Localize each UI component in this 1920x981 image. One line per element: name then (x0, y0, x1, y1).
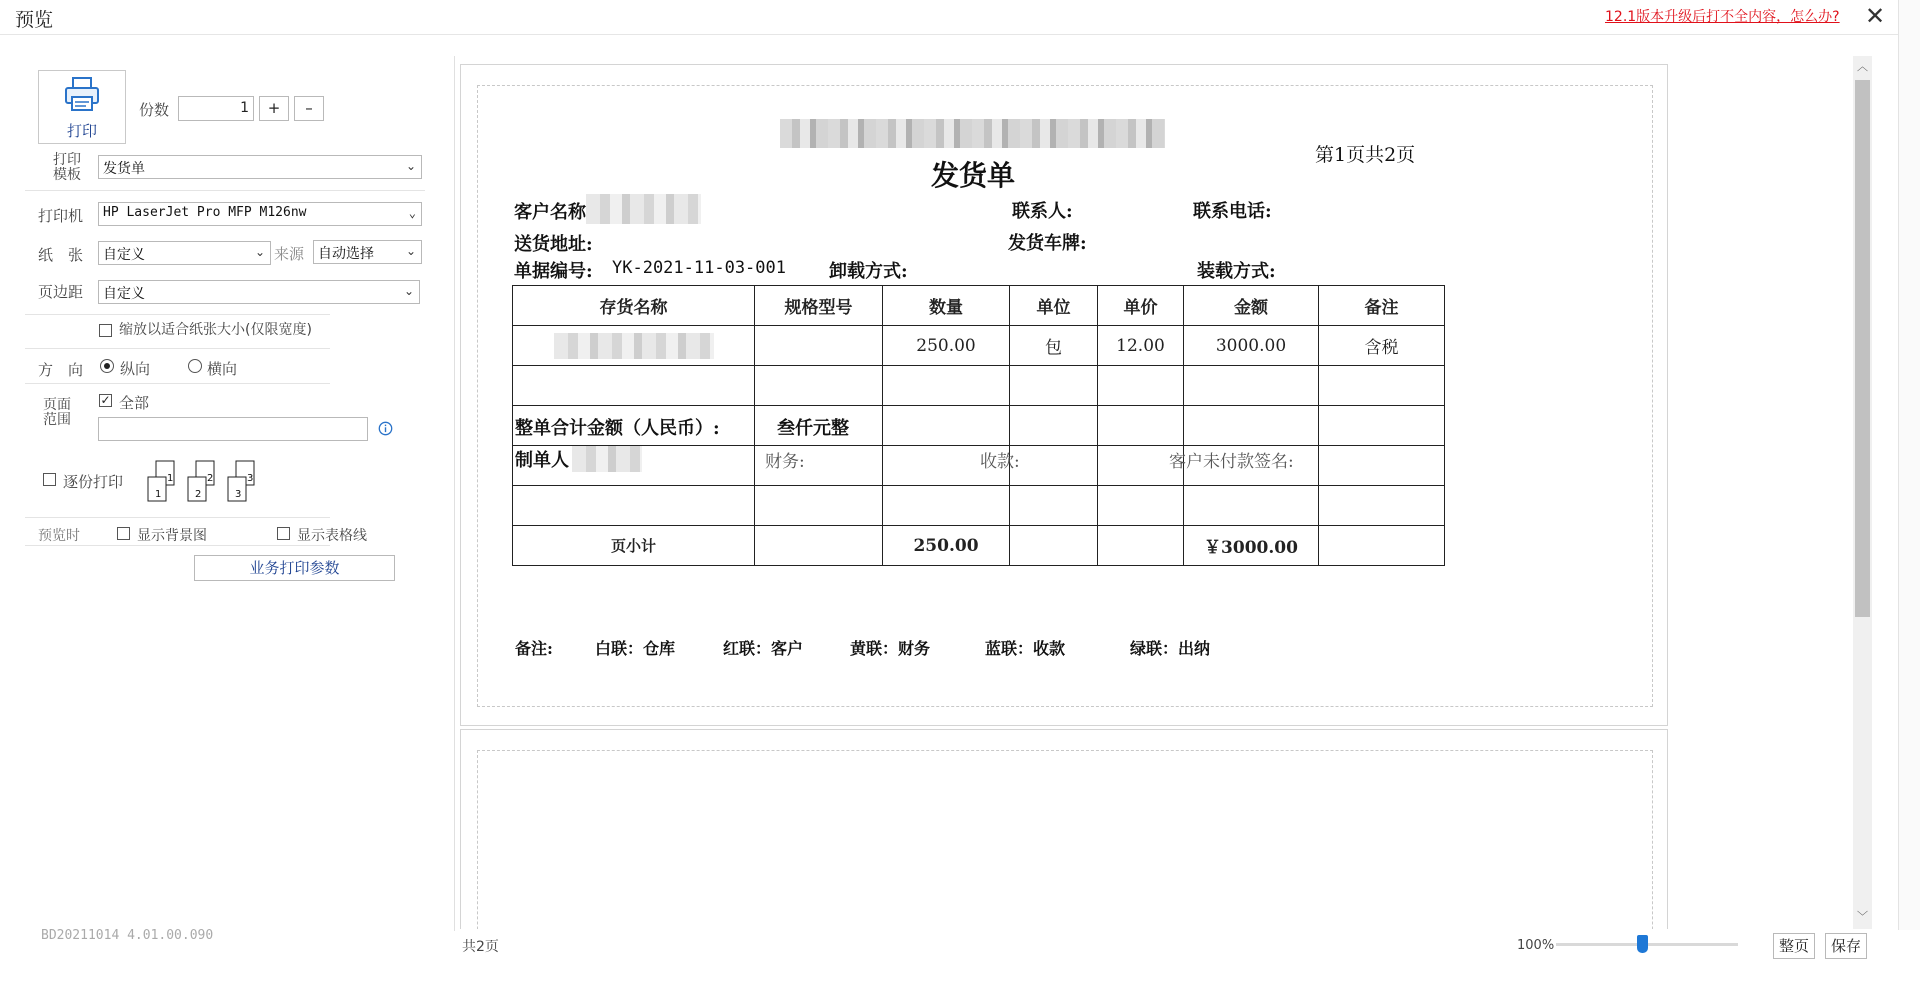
title-bar (0, 0, 1920, 35)
amount-cell: 3000.00 (1184, 326, 1319, 366)
copies-plus-button[interactable]: + (259, 96, 289, 121)
table-cell (755, 526, 883, 566)
collate-num: 2 (195, 489, 202, 500)
header-cell: 单位 (1010, 286, 1098, 326)
source-select-value: 自动选择 (318, 246, 374, 262)
subtotal-qty: 250.00 (883, 526, 1010, 566)
phone-label: 联系电话: (1193, 201, 1272, 222)
table-cell (1319, 446, 1445, 486)
table-row (513, 446, 1445, 486)
zoom-level: 100% (1517, 938, 1555, 953)
total-amount-value: 叁仟元整 (777, 418, 849, 439)
zoom-slider-handle[interactable] (1637, 935, 1648, 953)
source-label: 来源 (274, 245, 305, 263)
footer-white-copy: 白联：仓库 (595, 639, 676, 658)
collate-pages-icon (146, 459, 262, 509)
copies-input[interactable]: 1 (178, 96, 254, 121)
divider (25, 383, 330, 384)
divider (25, 314, 330, 315)
chevron-down-icon: ⌄ (405, 159, 416, 173)
scale-fit-label: 缩放以适合纸张大小(仅限宽度) (119, 322, 312, 338)
collate-checkbox[interactable] (43, 473, 56, 486)
show-gridlines-label: 显示表格线 (297, 528, 367, 544)
margin-select-value: 自定义 (103, 286, 145, 302)
table-cell (1010, 366, 1098, 406)
table-cell (513, 486, 755, 526)
finance-label: 财务: (765, 452, 805, 472)
close-icon[interactable]: ✕ (1864, 2, 1886, 30)
table-row (513, 486, 1445, 526)
header-cell: 单价 (1098, 286, 1184, 326)
portrait-label: 纵向 (120, 360, 151, 378)
table-cell (1010, 486, 1098, 526)
table-cell (1098, 526, 1184, 566)
customer-name-label: 客户名称 (514, 202, 586, 223)
copies-minus-button[interactable]: – (294, 96, 324, 121)
total-amount-label: 整单合计金额（人民币）: (515, 414, 720, 440)
header-cell: 金额 (1184, 286, 1319, 326)
footer-blue-copy: 蓝联：收款 (985, 639, 1066, 658)
table-row (513, 326, 1445, 366)
copies-label: 份数 (139, 101, 170, 119)
show-gridlines-checkbox[interactable] (277, 527, 290, 540)
print-button[interactable] (38, 70, 126, 144)
table-cell (1319, 366, 1445, 406)
paper-select-value: 自定义 (103, 247, 145, 263)
contact-label: 联系人: (1012, 201, 1073, 222)
show-background-label: 显示背景图 (137, 528, 207, 544)
table-header-row (513, 286, 1445, 326)
chevron-down-icon: ⌄ (405, 244, 416, 258)
note-cell: 含税 (1319, 326, 1445, 366)
window-title: 预览 (15, 9, 54, 31)
page-count: 共2页 (462, 939, 499, 955)
page-range-input[interactable] (98, 417, 368, 441)
divider (25, 348, 330, 349)
item-name-redacted (554, 333, 714, 359)
printer-label: 打印机 (38, 207, 84, 225)
unit-cell: 包 (1010, 326, 1098, 366)
subtotal-label: 页小计 (513, 526, 755, 566)
table-cell (1010, 406, 1098, 446)
header-cell: 备注 (1319, 286, 1445, 326)
table-cell (1098, 486, 1184, 526)
all-pages-label: 全部 (119, 394, 150, 412)
collate-num: 3 (235, 489, 242, 500)
collate-label: 逐份打印 (63, 473, 124, 491)
header-cell: 规格型号 (755, 286, 883, 326)
address-label: 送货地址: (514, 234, 593, 255)
header-cell: 存货名称 (513, 286, 755, 326)
table-cell (755, 326, 883, 366)
collate-num: 1 (155, 489, 162, 500)
table-cell (755, 486, 883, 526)
print-preview-area (455, 56, 1845, 929)
template-select-value: 发货单 (103, 161, 145, 177)
price-cell: 12.00 (1098, 326, 1184, 366)
company-name-redacted (780, 119, 1165, 148)
chevron-down-icon: ⌄ (403, 284, 414, 298)
scale-fit-checkbox[interactable] (99, 324, 112, 337)
paper-select[interactable] (98, 241, 271, 265)
plate-label: 发货车牌: (1008, 233, 1087, 254)
collate-num: 3 (247, 473, 254, 484)
printer-icon (62, 75, 102, 115)
page-indicator: 第1页共2页 (1315, 144, 1416, 166)
table-cell (1010, 526, 1098, 566)
table-cell (1319, 526, 1445, 566)
divider (25, 545, 330, 546)
footer-yellow-copy: 黄联：财务 (850, 639, 931, 658)
unload-method-label: 卸载方式: (829, 261, 908, 282)
table-cell (1184, 486, 1319, 526)
subtotal-amount: ￥3000.00 (1184, 526, 1319, 566)
document-title: 发货单 (931, 159, 1016, 192)
version-text: BD20211014 4.01.00.090 (41, 928, 214, 943)
table-cell (1098, 366, 1184, 406)
save-button[interactable]: 保存 (1825, 933, 1867, 959)
scroll-up-icon[interactable]: ︿ (1857, 60, 1868, 73)
printer-select-value: HP LaserJet Pro MFP M126nw (103, 205, 307, 220)
item-name-cell (513, 326, 755, 366)
receive-label: 收款: (980, 452, 1020, 472)
table-cell (883, 486, 1010, 526)
table-cell (1010, 446, 1098, 486)
preview-page-2 (460, 729, 1668, 929)
table-row (513, 366, 1445, 406)
window-right-edge (1898, 0, 1920, 981)
customer-name-redacted (586, 194, 701, 224)
footer-note-label: 备注: (515, 639, 553, 658)
upgrade-help-link[interactable]: 12.1版本升级后打不全内容，怎么办? (1605, 9, 1840, 25)
footer-red-copy: 红联：客户 (723, 639, 804, 658)
page-range-label: 页面范围 (43, 397, 71, 428)
table-cell (1319, 406, 1445, 446)
table-cell (755, 366, 883, 406)
qty-cell: 250.00 (883, 326, 1010, 366)
whole-page-button[interactable]: 整页 (1773, 933, 1815, 959)
info-icon[interactable] (378, 421, 393, 436)
maker-label: 制单人 (515, 446, 569, 472)
landscape-radio[interactable] (188, 359, 202, 373)
preview-status-bar (455, 930, 1920, 981)
margin-label: 页边距 (38, 283, 84, 301)
scrollbar-thumb[interactable] (1855, 80, 1870, 617)
page-margin-guide (477, 750, 1653, 929)
footer-green-copy: 绿联：出纳 (1130, 639, 1211, 658)
table-cell (1319, 486, 1445, 526)
table-cell (1184, 366, 1319, 406)
bill-number-label: 单据编号: (514, 261, 593, 282)
source-select[interactable] (313, 240, 422, 264)
all-pages-checkbox[interactable]: ✓ (100, 393, 111, 407)
scroll-down-icon[interactable]: ﹀ (1857, 910, 1868, 923)
chevron-down-icon: ⌄ (408, 206, 416, 220)
paper-label: 纸 张 (38, 246, 84, 264)
template-label: 打印模板 (53, 152, 81, 183)
business-print-params-button[interactable]: 业务打印参数 (194, 555, 395, 581)
bill-number-value: YK-2021-11-03-001 (612, 258, 786, 278)
print-button-label: 打印 (66, 122, 97, 140)
printer-select[interactable] (98, 202, 422, 226)
table-cell (1184, 406, 1319, 446)
collate-num: 1 (167, 473, 174, 484)
subtotal-row (513, 526, 1445, 566)
direction-label: 方 向 (38, 361, 84, 379)
table-cell (883, 366, 1010, 406)
header-cell: 数量 (883, 286, 1010, 326)
show-background-checkbox[interactable] (117, 527, 130, 540)
divider (25, 190, 425, 191)
landscape-label: 横向 (207, 360, 238, 378)
divider (25, 517, 330, 518)
template-select[interactable] (98, 155, 422, 179)
table-cell (883, 406, 1010, 446)
preview-when-label: 预览时 (38, 528, 80, 544)
table-cell (1098, 406, 1184, 446)
load-method-label: 装载方式: (1197, 261, 1276, 282)
table-cell (513, 366, 755, 406)
maker-name-redacted (572, 446, 642, 472)
customer-sign-label: 客户未付款签名: (1169, 452, 1294, 472)
margin-select[interactable] (98, 280, 420, 304)
portrait-radio[interactable] (100, 359, 114, 373)
collate-num: 2 (207, 473, 214, 484)
chevron-down-icon: ⌄ (254, 245, 265, 259)
